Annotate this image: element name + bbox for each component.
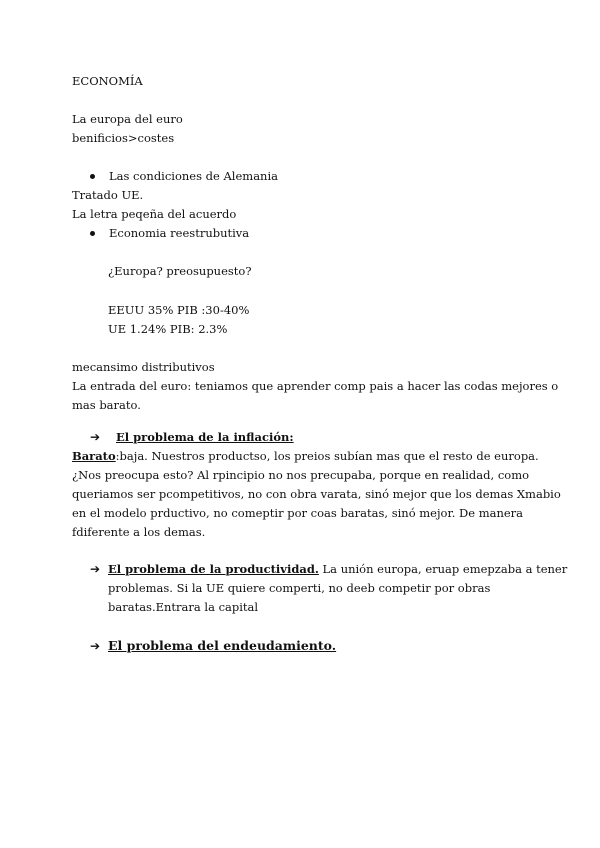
bullet-item [90, 167, 278, 186]
arrow-heading-endeudamiento [90, 636, 336, 656]
text-line: La entrada del euro: teniamos que aprender comp pais a hacer las codas mejores o [72, 379, 559, 393]
heading-text: El problema del endeudamiento. [108, 638, 337, 653]
bullet-dot-icon [90, 231, 95, 236]
text-line: mas barato. [72, 398, 141, 412]
text-line: La letra peqeña del acuerdo [72, 207, 237, 221]
text-line: problemas. Si la UE quiere comperti, no deeb competir por obras [108, 581, 491, 595]
heading-rest: La unión europa, eruap emepzaba a tener [318, 562, 568, 576]
doc-title: ECONOMÍA [72, 74, 143, 88]
text-line: EEUU 35% PIB :30-40% [108, 303, 250, 317]
text-line: benificios>costes [72, 131, 175, 145]
text-line: baratas.Entrara la capital [108, 600, 259, 614]
text-line: ¿Europa? preosupuesto? [108, 264, 252, 278]
bullet-item [90, 224, 249, 243]
arrow-heading-inflacion [90, 428, 294, 447]
text-line: La europa del euro [72, 112, 183, 126]
barato-label: Barato [72, 449, 116, 463]
heading-text: El problema de la inflación: [116, 430, 294, 444]
text-line: UE 1.24% PIB: 2.3% [108, 322, 228, 336]
barato-rest: :baja. Nuestros productso, los preios subían mas que el resto de europa. [115, 449, 539, 463]
arrow-right-icon: ➔ [90, 430, 101, 444]
text-line: fdiferente a los demas. [72, 525, 206, 539]
text-line: Tratado UE. [72, 188, 144, 202]
heading-text: El problema de la productividad. [108, 562, 319, 576]
bullet-text: Las condiciones de Alemania [109, 169, 278, 183]
arrow-right-icon: ➔ [90, 639, 101, 653]
text-line: mecansimo distributivos [72, 360, 215, 374]
bullet-text: Economia reestrubutiva [109, 226, 250, 240]
text-line: queriamos ser pcompetitivos, no con obra varata, sinó mejor que los demas Xmabio [72, 487, 561, 501]
arrow-right-icon: ➔ [90, 562, 101, 576]
text-line: en el modelo prductivo, no comeptir por coas baratas, sinó mejor. De manera [72, 506, 524, 520]
text-line [72, 447, 539, 466]
text-line: ¿Nos preocupa esto? Al rpincipio no nos precupaba, porque en realidad, como [72, 468, 530, 482]
bullet-dot-icon [90, 174, 95, 179]
arrow-heading-productividad [90, 560, 567, 579]
